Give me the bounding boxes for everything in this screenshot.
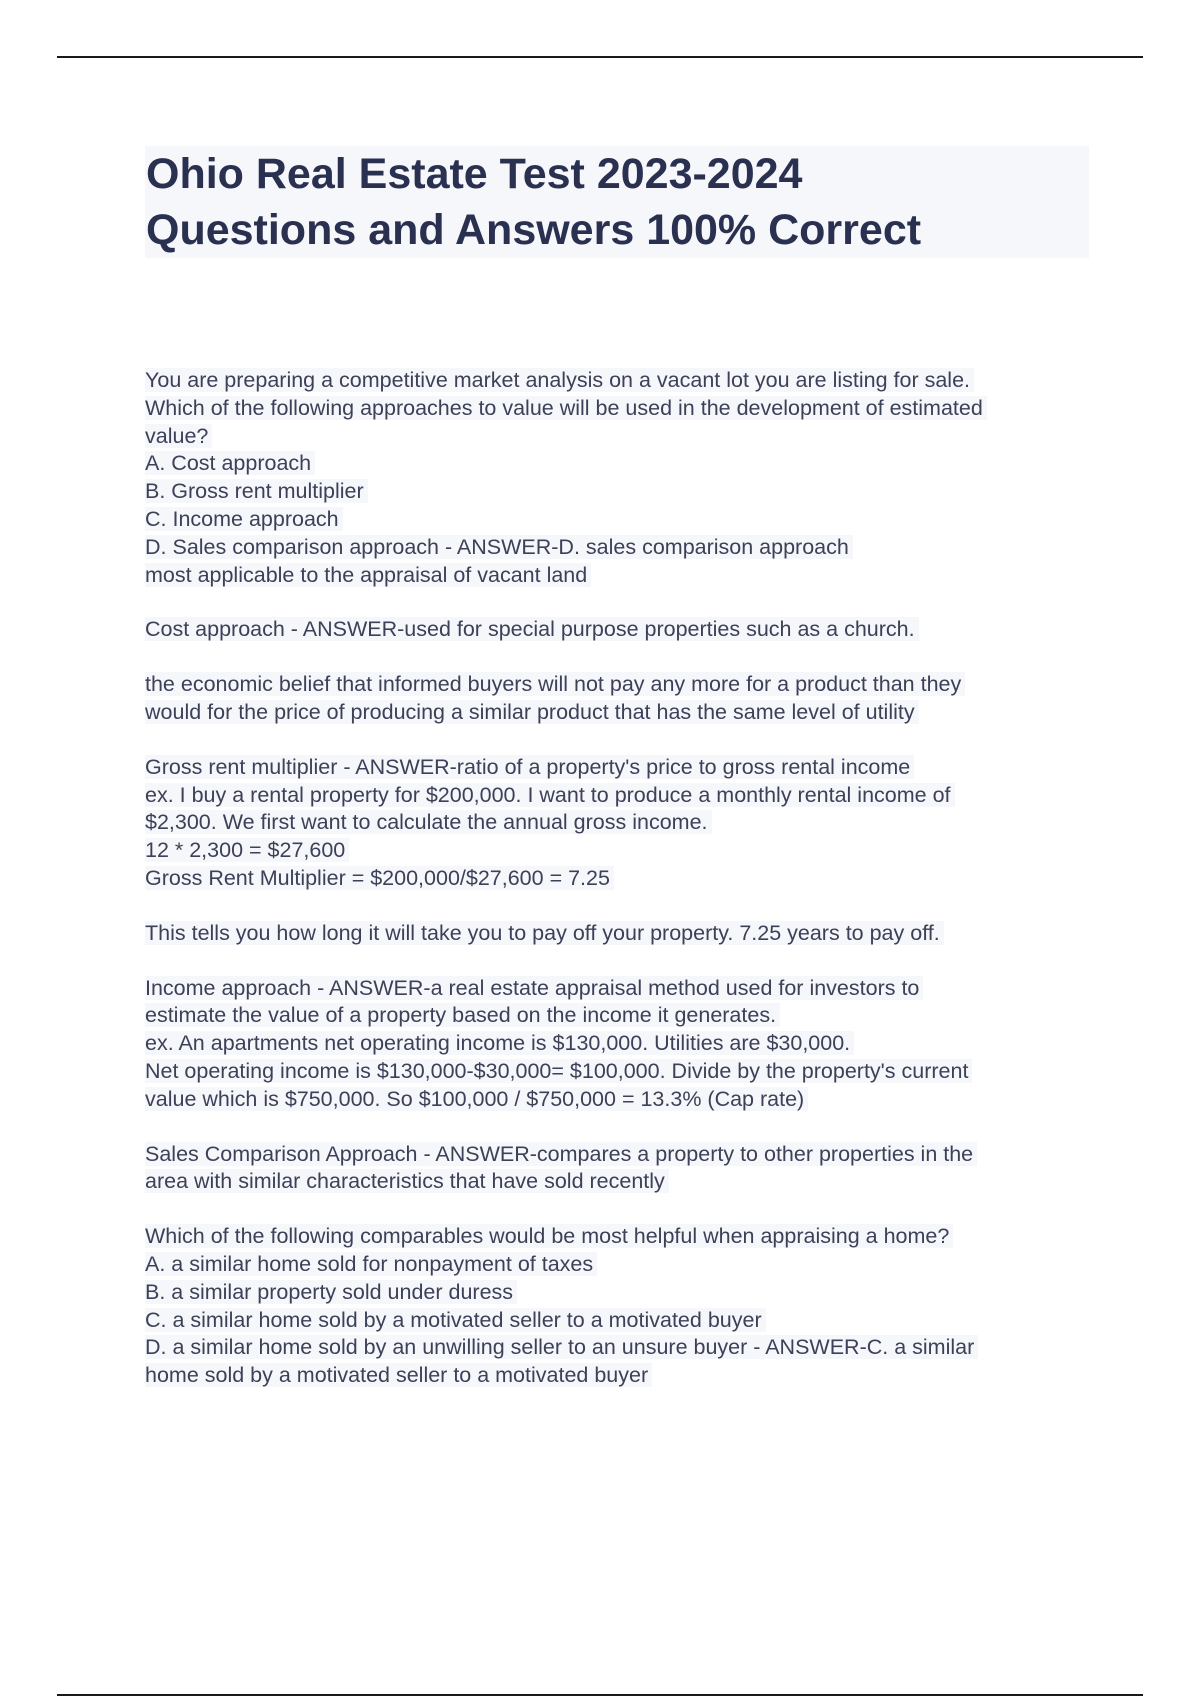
text-line-content: A. Cost approach — [145, 451, 315, 475]
text-line — [145, 1030, 1095, 1058]
text-line-content: You are preparing a competitive market analysis on a vacant lot you are listing for sale. — [145, 368, 974, 392]
text-line-content: C. a similar home sold by a motivated seller to a motivated buyer — [145, 1308, 766, 1332]
title-line-2: Questions and Answers 100% Correct — [146, 206, 922, 254]
text-line-content: Which of the following approaches to value will be used in the development of estimated — [145, 396, 987, 420]
text-line-content: value which is $750,000. So $100,000 / $750,000 = 13.3% (Cap rate) — [145, 1087, 808, 1111]
text-line — [145, 1223, 1095, 1251]
text-line-content: area with similar characteristics that have sold recently — [145, 1169, 669, 1193]
text-line — [145, 616, 1095, 644]
text-line-content: D. a similar home sold by an unwilling seller to an unsure buyer - ANSWER-C. a similar — [145, 1335, 978, 1359]
text-line — [145, 754, 1095, 782]
text-line — [145, 1279, 1095, 1307]
text-line — [145, 975, 1095, 1003]
title-line-1: Ohio Real Estate Test 2023-2024 — [146, 150, 803, 198]
qa-block — [145, 920, 1095, 948]
text-line — [145, 367, 1095, 395]
text-line-content: A. a similar home sold for nonpayment of taxes — [145, 1252, 597, 1276]
text-line-content: This tells you how long it will take you to pay off your property. 7.25 years to pay off. — [145, 921, 944, 945]
text-line — [145, 837, 1095, 865]
text-line-content: value? — [145, 424, 212, 448]
text-line-content: most applicable to the appraisal of vacant land — [145, 563, 591, 587]
text-line-content: estimate the value of a property based on the income it generates. — [145, 1003, 780, 1027]
text-line-content: B. a similar property sold under duress — [145, 1280, 517, 1304]
document-body — [145, 367, 1095, 1417]
text-line — [145, 865, 1095, 893]
text-line — [145, 1058, 1095, 1086]
text-line — [145, 562, 1095, 590]
text-line — [145, 1168, 1095, 1196]
text-line — [145, 1362, 1095, 1390]
qa-block — [145, 975, 1095, 1114]
text-line — [145, 1141, 1095, 1169]
text-line-content: Which of the following comparables would be most helpful when appraising a home? — [145, 1224, 953, 1248]
bottom-divider — [57, 1694, 1143, 1696]
text-line-content: ex. An apartments net operating income is $130,000. Utilities are $30,000. — [145, 1031, 854, 1055]
text-line — [145, 920, 1095, 948]
text-line — [145, 423, 1095, 451]
text-line-content: $2,300. We first want to calculate the annual gross income. — [145, 810, 712, 834]
text-line-content: C. Income approach — [145, 507, 343, 531]
text-line-content: home sold by a motivated seller to a motivated buyer — [145, 1363, 652, 1387]
text-line — [145, 1251, 1095, 1279]
text-line — [145, 699, 1095, 727]
text-line-content: the economic belief that informed buyers will not pay any more for a product than they — [145, 672, 965, 696]
qa-block — [145, 616, 1095, 644]
text-line — [145, 1307, 1095, 1335]
text-line-content: B. Gross rent multiplier — [145, 479, 368, 503]
text-line — [145, 450, 1095, 478]
text-line-content: Cost approach - ANSWER-used for special purpose properties such as a church. — [145, 617, 919, 641]
qa-block — [145, 754, 1095, 893]
text-line — [145, 534, 1095, 562]
text-line-content: D. Sales comparison approach - ANSWER-D. sales comparison approach — [145, 535, 853, 559]
text-line-content: would for the price of producing a similar product that has the same level of utility — [145, 700, 919, 724]
text-line — [145, 671, 1095, 699]
document-title — [145, 146, 1089, 258]
text-line — [145, 782, 1095, 810]
text-line-content: 12 * 2,300 = $27,600 — [145, 838, 349, 862]
text-line-content: Gross rent multiplier - ANSWER-ratio of a property's price to gross rental income — [145, 755, 914, 779]
text-line — [145, 395, 1095, 423]
text-line-content: Gross Rent Multiplier = $200,000/$27,600 = 7.25 — [145, 866, 614, 890]
qa-block — [145, 1223, 1095, 1390]
text-line — [145, 506, 1095, 534]
qa-block — [145, 671, 1095, 727]
top-divider — [57, 56, 1143, 58]
text-line-content: ex. I buy a rental property for $200,000. I want to produce a monthly rental income of — [145, 783, 955, 807]
text-line-content: Income approach - ANSWER-a real estate appraisal method used for investors to — [145, 976, 923, 1000]
text-line — [145, 1334, 1095, 1362]
qa-block — [145, 1141, 1095, 1197]
text-line — [145, 1002, 1095, 1030]
text-line-content: Sales Comparison Approach - ANSWER-compares a property to other properties in the — [145, 1142, 977, 1166]
text-line-content: Net operating income is $130,000-$30,000= $100,000. Divide by the property's current — [145, 1059, 972, 1083]
text-line — [145, 809, 1095, 837]
qa-block — [145, 367, 1095, 589]
text-line — [145, 478, 1095, 506]
text-line — [145, 1086, 1095, 1114]
